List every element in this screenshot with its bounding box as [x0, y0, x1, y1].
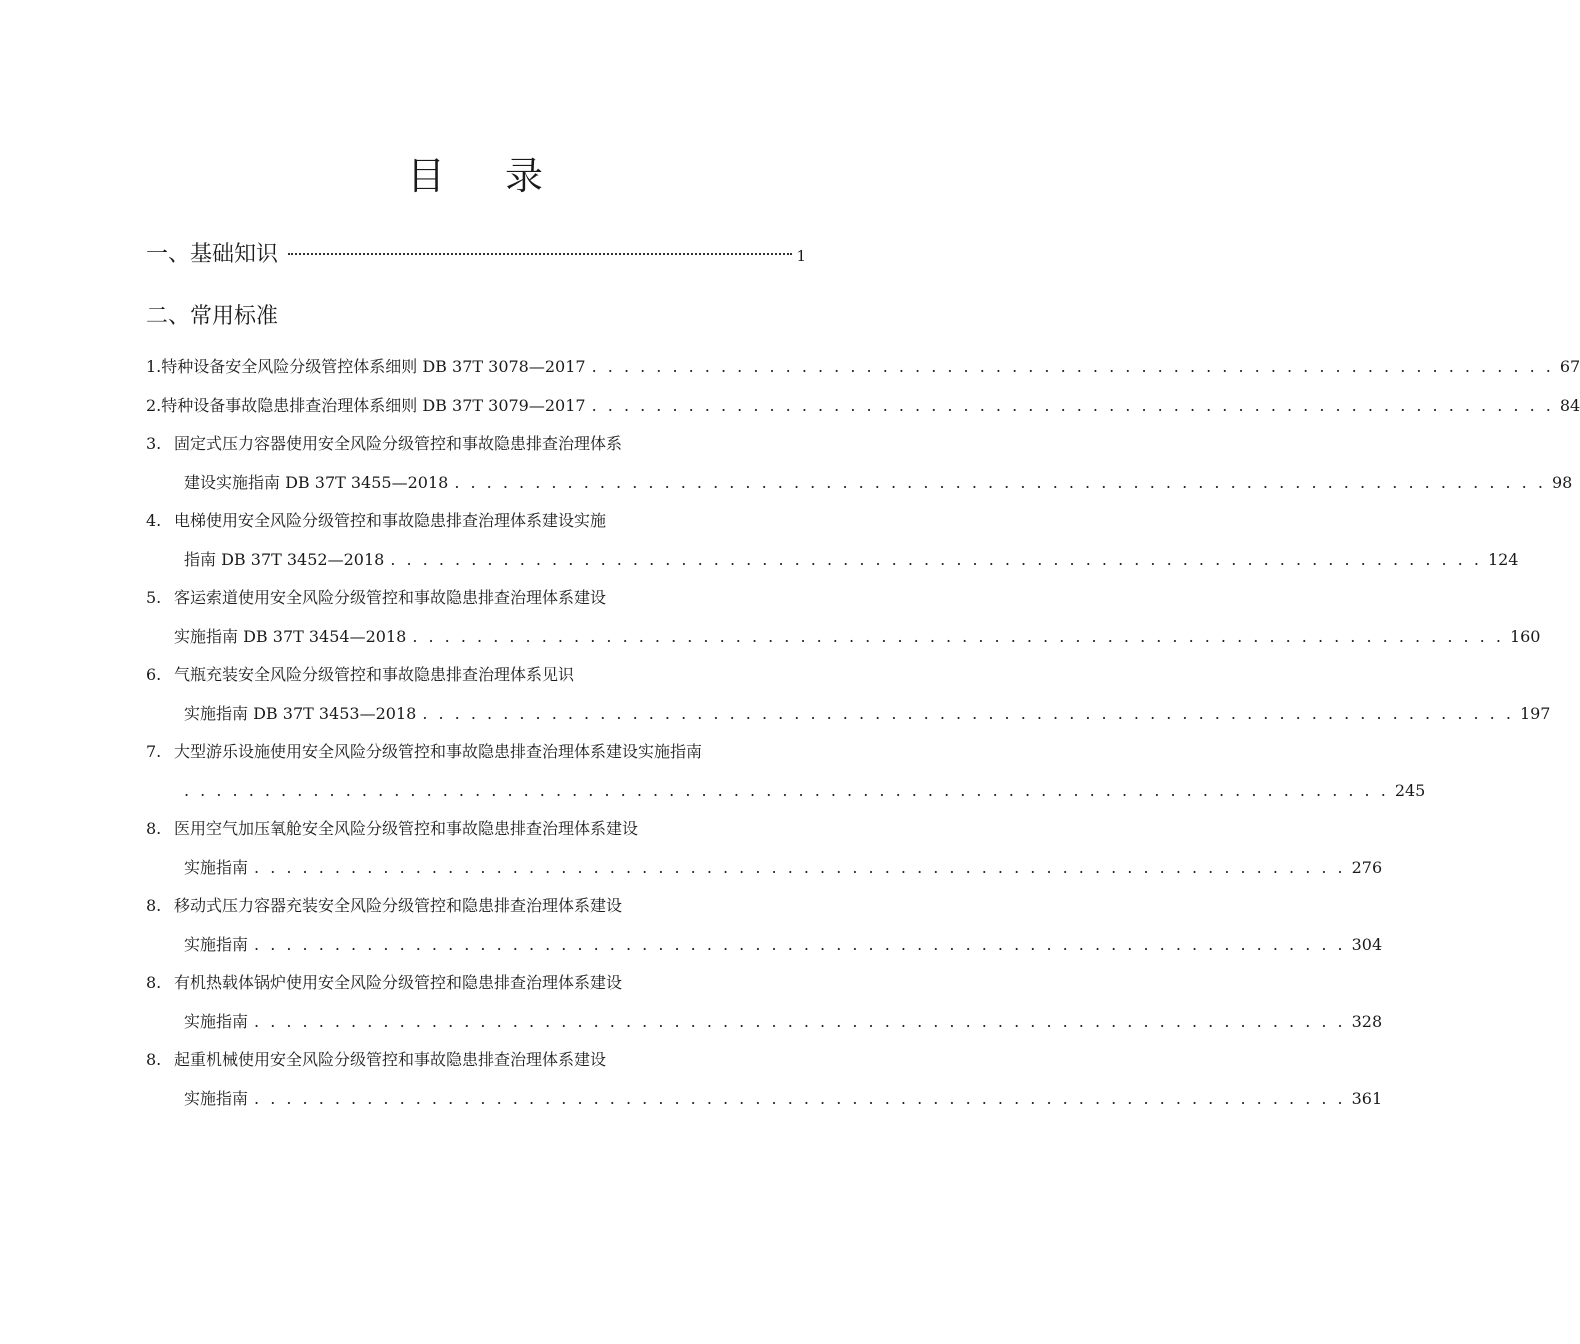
- entry-title: 固定式压力容器使用安全风险分级管控和事故隐患排查治理体系: [174, 434, 623, 453]
- dot-leader: . . . . . . . . . . . . . . . . . . . . . . . . . . . . . . . . . . . . . . . . . . . . . . . . . . . . . . . . . . . . . . . . . . . .: [254, 1012, 1346, 1031]
- toc-section-basics[interactable]: [146, 238, 806, 272]
- entry-title-continued: 实施指南: [184, 1089, 249, 1108]
- dot-leader: . . . . . . . . . . . . . . . . . . . . . . . . . . . . . . . . . . . . . . . . . . . . . . . . . . . . . . . . . . . .: [591, 396, 1554, 415]
- dot-leader: . . . . . . . . . . . . . . . . . . . . . . . . . . . . . . . . . . . . . . . . . . . . . . . . . . . . . . . . . . . . . . . . . . . .: [390, 550, 1482, 569]
- entry-number: 7.: [146, 742, 162, 761]
- entry-title-continued: 实施指南 DB 37T 3453—2018: [184, 704, 417, 723]
- dot-leader: . . . . . . . . . . . . . . . . . . . . . . . . . . . . . . . . . . . . . . . . . . . . . . . . . . . . . . . . . . . . . . . . . . . .: [412, 627, 1504, 646]
- toc-entry[interactable]: [146, 353, 1580, 381]
- toc-entry-line1[interactable]: [146, 1046, 806, 1074]
- entry-title: 医用空气加压氧舱安全风险分级管控和事故隐患排查治理体系建设: [174, 819, 639, 838]
- entry-title: 电梯使用安全风险分级管控和事故隐患排查治理体系建设实施: [174, 511, 607, 530]
- toc-entry-line1[interactable]: [146, 892, 806, 920]
- toc-entry[interactable]: [146, 392, 1580, 420]
- toc-entry-line1[interactable]: [146, 584, 806, 612]
- page-number: 67: [1559, 357, 1580, 376]
- entry-number: 1.: [146, 357, 162, 376]
- entry-title: 客运索道使用安全风险分级管控和事故隐患排查治理体系建设: [174, 588, 607, 607]
- page-number: 197: [1519, 704, 1551, 723]
- toc-entry-line1[interactable]: [146, 815, 806, 843]
- dot-leader: . . . . . . . . . . . . . . . . . . . . . . . . . . . . . . . . . . . . . . . . . . . . . . . . . . . . . . . . . . . .: [591, 357, 1554, 376]
- entry-title: 移动式压力容器充装安全风险分级管控和隐患排查治理体系建设: [174, 896, 623, 915]
- entry-number: 4.: [146, 511, 162, 530]
- entry-title: 大型游乐设施使用安全风险分级管控和事故隐患排查治理体系建设实施指南: [174, 742, 703, 761]
- toc-entry-line2[interactable]: [174, 623, 1541, 651]
- dot-leader: . . . . . . . . . . . . . . . . . . . . . . . . . . . . . . . . . . . . . . . . . . . . . . . . . . . . . . . . . . . . . . . . . . . . . . . . . . .: [184, 781, 1389, 800]
- entry-title: 特种设备事故隐患排查治理体系细则 DB 37T 3079—2017: [161, 396, 586, 415]
- entry-number: 5.: [146, 588, 162, 607]
- entry-title-continued: 建设实施指南 DB 37T 3455—2018: [184, 473, 449, 492]
- dot-leader: . . . . . . . . . . . . . . . . . . . . . . . . . . . . . . . . . . . . . . . . . . . . . . . . . . . . . . . . . . . . . . . . . . . .: [454, 473, 1546, 492]
- toc-entry-line2[interactable]: [184, 700, 1551, 728]
- toc-entry-line2[interactable]: [184, 777, 1426, 805]
- toc-entry-line1[interactable]: [146, 969, 806, 997]
- dot-leader: . . . . . . . . . . . . . . . . . . . . . . . . . . . . . . . . . . . . . . . . . . . . . . . . . . . . . . . . . . . . . . . . . . . .: [254, 858, 1346, 877]
- entry-number: 8.: [146, 896, 162, 915]
- entry-title: 气瓶充装安全风险分级管控和事故隐患排查治理体系见识: [174, 665, 575, 684]
- entry-number: 3.: [146, 434, 162, 453]
- page-title: 目 录: [406, 154, 568, 198]
- toc-entry-line2[interactable]: [184, 546, 1519, 574]
- page-number: 98: [1551, 473, 1573, 492]
- entry-number: 2.: [146, 396, 162, 415]
- entry-title: 特种设备安全风险分级管控体系细则 DB 37T 3078—2017: [161, 357, 586, 376]
- toc-entry-line1[interactable]: [146, 738, 806, 766]
- page-number: 304: [1351, 935, 1383, 954]
- page-number: 245: [1394, 781, 1426, 800]
- page-number: 124: [1487, 550, 1519, 569]
- entry-number: 8.: [146, 819, 162, 838]
- section-title: 二、常用标准: [146, 304, 279, 329]
- entry-number: 8.: [146, 1050, 162, 1069]
- entry-title: 起重机械使用安全风险分级管控和事故隐患排查治理体系建设: [174, 1050, 607, 1069]
- page-number: 361: [1351, 1089, 1383, 1108]
- toc-entry-line2[interactable]: [184, 469, 1573, 497]
- toc-entry-line2[interactable]: [184, 1085, 1383, 1113]
- entry-number: 8.: [146, 973, 162, 992]
- entry-title: 有机热载体锅炉使用安全风险分级管控和隐患排查治理体系建设: [174, 973, 623, 992]
- dot-leader: . . . . . . . . . . . . . . . . . . . . . . . . . . . . . . . . . . . . . . . . . . . . . . . . . . . . . . . . . . . . . . . . . . . .: [422, 704, 1514, 723]
- entry-title-continued: 实施指南: [184, 858, 249, 877]
- section-title: 一、基础知识: [146, 242, 279, 267]
- dot-leader: . . . . . . . . . . . . . . . . . . . . . . . . . . . . . . . . . . . . . . . . . . . . . . . . . . . . . . . . . . . . . . . . . . . .: [254, 935, 1346, 954]
- toc-entry-line1[interactable]: [146, 661, 806, 689]
- page-number: 276: [1351, 858, 1383, 877]
- page-number: 160: [1509, 627, 1541, 646]
- entry-number: 6.: [146, 665, 162, 684]
- toc-entry-line2[interactable]: [184, 854, 1383, 882]
- toc-section-standards: [146, 300, 806, 334]
- entry-title-continued: 实施指南: [184, 1012, 249, 1031]
- entry-title-continued: 实施指南 DB 37T 3454—2018: [174, 627, 407, 646]
- page-number: 1: [796, 247, 806, 265]
- page-number: 328: [1351, 1012, 1383, 1031]
- toc-entry-line1[interactable]: [146, 507, 806, 535]
- toc-entry-line2[interactable]: [184, 931, 1383, 959]
- toc-entry-line2[interactable]: [184, 1008, 1383, 1036]
- page-number: 84: [1559, 396, 1580, 415]
- toc-entry-line1[interactable]: [146, 430, 806, 458]
- dot-leader: . . . . . . . . . . . . . . . . . . . . . . . . . . . . . . . . . . . . . . . . . . . . . . . . . . . . . . . . . . . . . . . . . . . .: [254, 1089, 1346, 1108]
- dot-leader: [288, 253, 792, 255]
- entry-title-continued: 指南 DB 37T 3452—2018: [184, 550, 385, 569]
- entry-title-continued: 实施指南: [184, 935, 249, 954]
